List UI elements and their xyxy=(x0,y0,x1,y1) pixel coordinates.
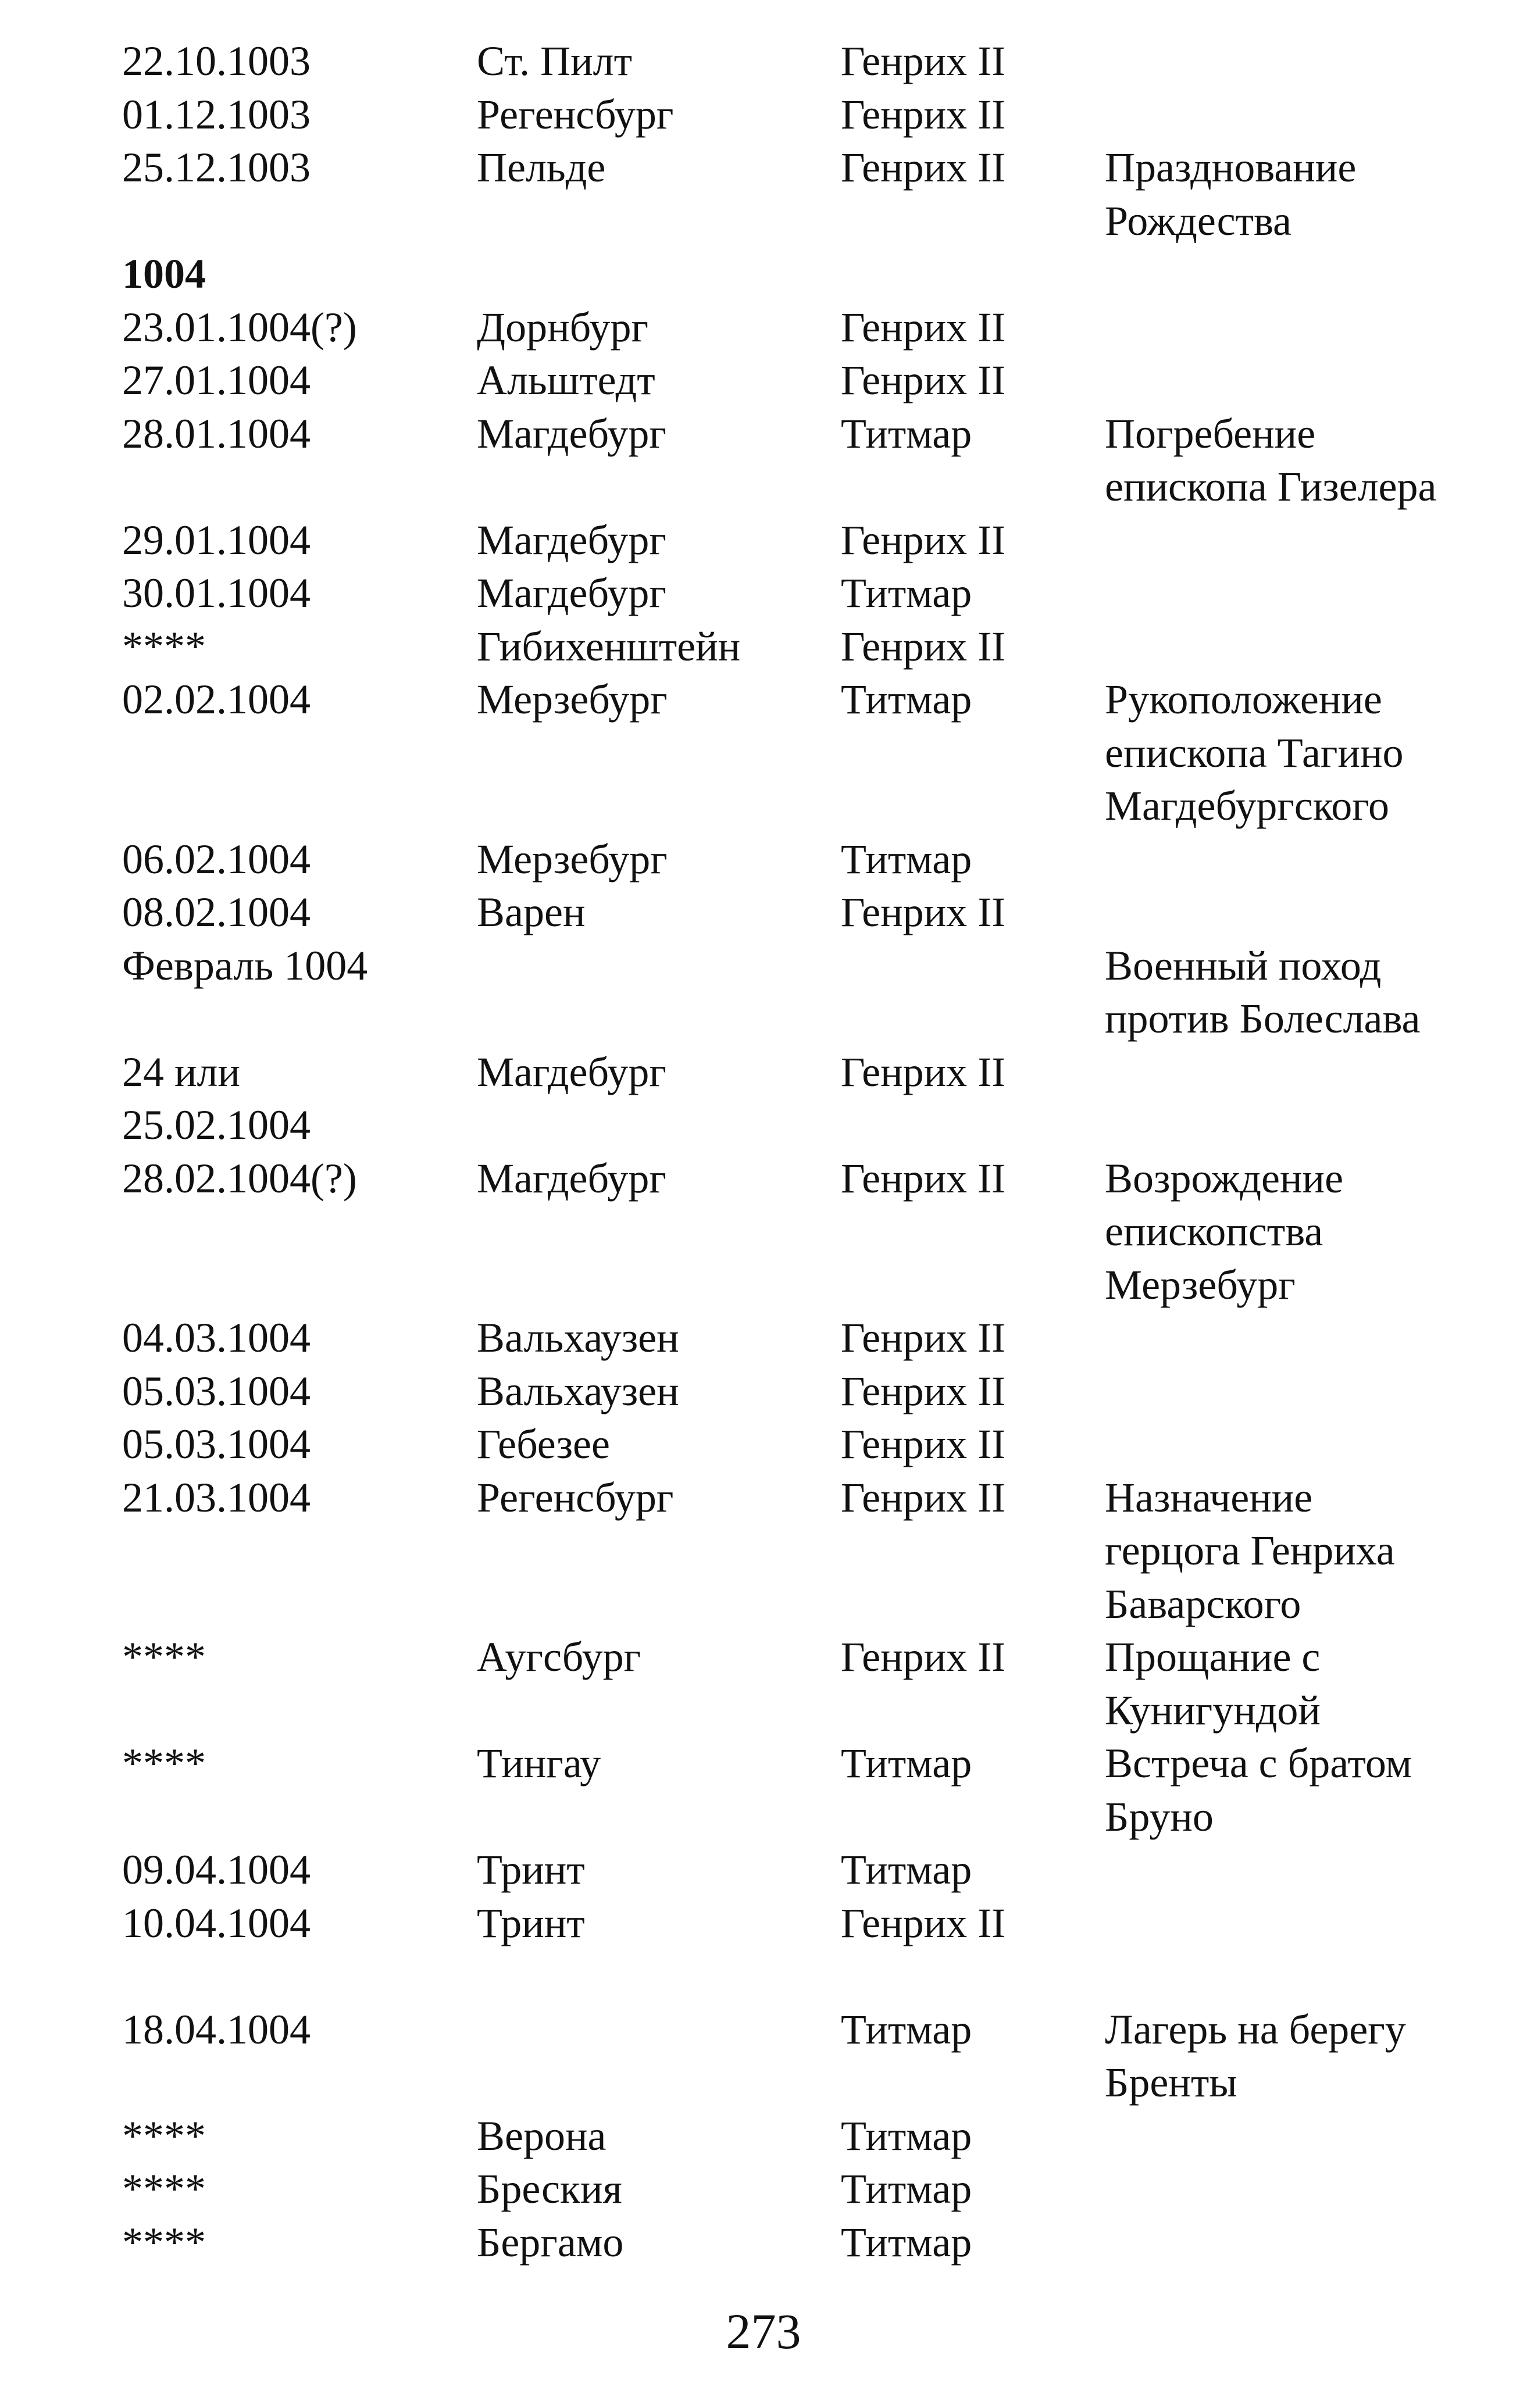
date-cell: 22.10.1003 xyxy=(122,38,311,84)
row-spacer xyxy=(122,1950,1518,2003)
itinerary-row xyxy=(122,567,1518,620)
itinerary-row xyxy=(122,1152,1518,1312)
place-cell: Тринт xyxy=(477,1846,585,1893)
note-cell: Погребение епископа Гизелера xyxy=(1105,410,1437,510)
place-cell: Мерзебург xyxy=(477,676,668,723)
date-cell: **** xyxy=(122,1634,206,1680)
place-cell: Верона xyxy=(477,2112,606,2159)
place-cell: Тринт xyxy=(477,1899,585,1946)
date-cell: 02.02.1004 xyxy=(122,676,311,723)
date-cell: **** xyxy=(122,2166,206,2212)
itinerary-row xyxy=(122,1737,1518,1843)
itinerary-row xyxy=(122,833,1518,887)
place-cell: Варен xyxy=(477,889,586,935)
date-cell: 06.02.1004 xyxy=(122,835,311,883)
date-cell: 24 или 25.02.1004 xyxy=(122,1048,311,1148)
date-cell: 18.04.1004 xyxy=(122,2006,311,2053)
itinerary-row xyxy=(122,248,1518,301)
itinerary-row xyxy=(122,2003,1518,2110)
person-cell: Генрих II xyxy=(841,303,1006,351)
itinerary-row xyxy=(122,1631,1518,1737)
itinerary-table xyxy=(122,35,1518,2269)
place-cell: Магдебург xyxy=(477,1155,666,1202)
date-cell: 05.03.1004 xyxy=(122,1367,311,1414)
place-cell: Магдебург xyxy=(477,570,666,616)
person-cell: Титмар xyxy=(841,835,972,883)
person-cell: Титмар xyxy=(841,1846,972,1893)
itinerary-row xyxy=(122,1046,1518,1152)
date-cell: **** xyxy=(122,623,206,670)
itinerary-row xyxy=(122,141,1518,248)
date-cell: 08.02.1004 xyxy=(122,889,311,935)
person-cell: Титмар xyxy=(841,2166,972,2212)
place-cell: Аугсбург xyxy=(477,1634,641,1680)
itinerary-row xyxy=(122,35,1518,88)
date-cell: 25.12.1003 xyxy=(122,144,311,191)
itinerary-row xyxy=(122,1365,1518,1419)
place-cell: Дорнбург xyxy=(477,303,649,351)
itinerary-row xyxy=(122,301,1518,355)
place-cell: Регенсбург xyxy=(477,91,674,138)
date-cell: 05.03.1004 xyxy=(122,1421,311,1467)
date-cell: **** xyxy=(122,2112,206,2159)
place-cell: Бреския xyxy=(477,2166,622,2212)
year-heading: 1004 xyxy=(122,251,206,297)
person-cell: Титмар xyxy=(841,2006,972,2053)
place-cell: Пельде xyxy=(477,144,606,191)
date-cell: 09.04.1004 xyxy=(122,1846,311,1893)
itinerary-row xyxy=(122,886,1518,939)
person-cell: Титмар xyxy=(841,2218,972,2266)
place-cell: Магдебург xyxy=(477,410,666,457)
place-cell: Регенсбург xyxy=(477,1474,674,1521)
person-cell: Титмар xyxy=(841,570,972,616)
person-cell: Генрих II xyxy=(841,1421,1006,1467)
person-cell: Генрих II xyxy=(841,516,1006,563)
place-cell: Альштедт xyxy=(477,357,655,403)
person-cell: Генрих II xyxy=(841,1155,1006,1202)
place-cell: Вальхаузен xyxy=(477,1367,679,1414)
person-cell: Генрих II xyxy=(841,91,1006,138)
date-cell: 27.01.1004 xyxy=(122,357,311,403)
itinerary-row xyxy=(122,1471,1518,1631)
itinerary-row xyxy=(122,673,1518,833)
note-cell: Назначение герцога Генриха Баварского xyxy=(1105,1474,1395,1627)
date-cell: 04.03.1004 xyxy=(122,1314,311,1361)
place-cell: Гебезее xyxy=(477,1421,610,1467)
note-cell: Прощание с Кунигундой xyxy=(1105,1634,1321,1734)
date-cell: 01.12.1003 xyxy=(122,91,311,138)
date-cell: 28.01.1004 xyxy=(122,410,311,457)
page-number: 273 xyxy=(726,2303,801,2359)
itinerary-row xyxy=(122,514,1518,567)
person-cell: Генрих II xyxy=(841,357,1006,403)
person-cell: Титмар xyxy=(841,1740,972,1787)
person-cell: Генрих II xyxy=(841,1634,1006,1680)
place-cell: Магдебург xyxy=(477,516,666,563)
itinerary-row xyxy=(122,408,1518,514)
person-cell: Генрих II xyxy=(841,144,1006,191)
note-cell: Возрождение епископства Мерзебург xyxy=(1105,1155,1344,1308)
place-cell: Вальхаузен xyxy=(477,1314,679,1361)
date-cell: 10.04.1004 xyxy=(122,1899,311,1946)
person-cell: Генрих II xyxy=(841,38,1006,84)
person-cell: Генрих II xyxy=(841,1474,1006,1521)
place-cell: Мерзебург xyxy=(477,835,668,883)
note-cell: Лагерь на берегу Бренты xyxy=(1105,2006,1406,2106)
date-cell: **** xyxy=(122,2218,206,2266)
person-cell: Генрих II xyxy=(841,889,1006,935)
note-cell: Встреча с братом Бруно xyxy=(1105,1740,1412,1840)
note-cell: Военный поход против Болеслава xyxy=(1105,942,1421,1042)
date-cell: **** xyxy=(122,1740,206,1787)
person-cell: Титмар xyxy=(841,2112,972,2159)
person-cell: Титмар xyxy=(841,676,972,723)
date-cell: 30.01.1004 xyxy=(122,570,311,616)
place-cell: Магдебург xyxy=(477,1048,666,1095)
person-cell: Титмар xyxy=(841,410,972,457)
note-cell: Празднование Рождества xyxy=(1105,144,1357,244)
place-cell: Тингау xyxy=(477,1740,601,1787)
person-cell: Генрих II xyxy=(841,1048,1006,1095)
date-cell: 28.02.1004(?) xyxy=(122,1155,357,1202)
itinerary-row xyxy=(122,1312,1518,1365)
itinerary-row xyxy=(122,2110,1518,2163)
person-cell: Генрих II xyxy=(841,1899,1006,1946)
itinerary-row xyxy=(122,2216,1518,2270)
person-cell: Генрих II xyxy=(841,623,1006,670)
itinerary-row xyxy=(122,620,1518,674)
itinerary-row xyxy=(122,88,1518,142)
itinerary-row xyxy=(122,2163,1518,2216)
itinerary-row xyxy=(122,1897,1518,1950)
note-cell: Рукоположение епископа Тагино Магдебургского xyxy=(1105,676,1404,829)
date-cell: 21.03.1004 xyxy=(122,1474,311,1521)
place-cell: Ст. Пилт xyxy=(477,38,633,84)
itinerary-row xyxy=(122,1843,1518,1897)
date-cell: 23.01.1004(?) xyxy=(122,303,357,351)
date-cell: Февраль 1004 xyxy=(122,942,368,989)
place-cell: Бергамо xyxy=(477,2218,624,2266)
itinerary-row xyxy=(122,939,1518,1046)
date-cell: 29.01.1004 xyxy=(122,516,311,563)
person-cell: Генрих II xyxy=(841,1314,1006,1361)
itinerary-row xyxy=(122,1418,1518,1471)
itinerary-row xyxy=(122,354,1518,408)
place-cell: Гибихенштейн xyxy=(477,623,741,670)
person-cell: Генрих II xyxy=(841,1367,1006,1414)
